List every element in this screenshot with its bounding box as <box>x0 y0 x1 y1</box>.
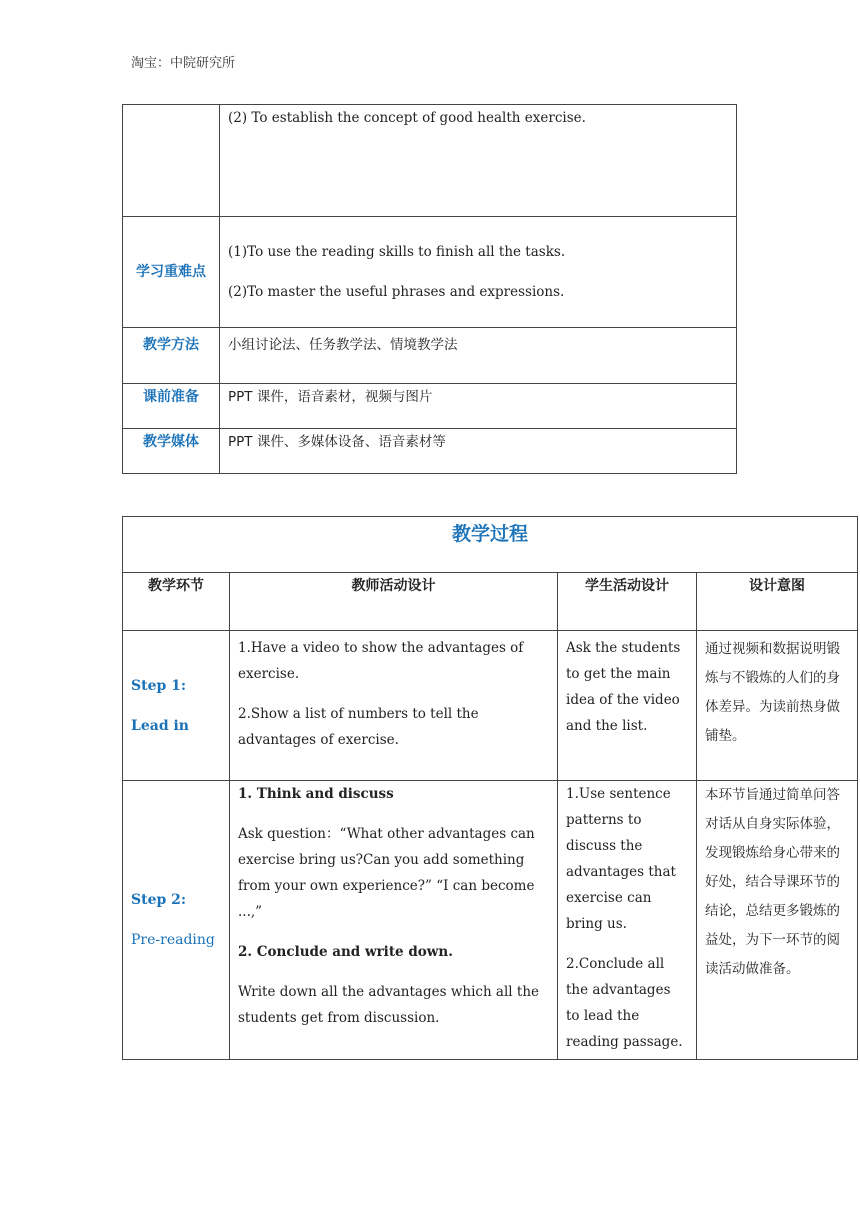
step2-teacher-cell <box>230 781 558 1060</box>
objective-cell <box>220 105 737 217</box>
step2-intent-cell <box>697 781 858 1060</box>
step2-teacher-heading-1: 1. Think and discuss <box>238 786 394 802</box>
step1-teacher-2: 2.Show a list of numbers to tell the advantages of exercise. <box>238 706 479 748</box>
step2-student-cell <box>558 781 697 1060</box>
objective-2: (2) To establish the concept of good health exercise. <box>228 110 586 126</box>
step1-intent-cell <box>697 631 858 781</box>
header-teacher-activity: 教师活动设计 <box>230 573 558 631</box>
step1-title: Step 1: <box>131 677 187 694</box>
step2-student-1: 1.Use sentence patterns to discuss the advantages that exercise can bring us. <box>566 786 676 932</box>
process-title: 教学过程 <box>123 517 858 573</box>
teaching-process-table <box>122 516 858 1060</box>
step1-teacher-1: 1.Have a video to show the advantages of exercise. <box>238 640 524 682</box>
course-info-table <box>122 104 737 474</box>
preparation-text: PPT 课件，语音素材，视频与图片 <box>228 389 433 405</box>
step1-teacher-cell <box>230 631 558 781</box>
media-cell <box>220 429 737 474</box>
teaching-methods-cell <box>220 328 737 384</box>
label-preparation: 课前准备 <box>123 384 220 429</box>
key-difficulty-2: (2)To master the useful phrases and expressions. <box>228 284 565 300</box>
step2-subtitle: Pre-reading <box>131 932 215 948</box>
preparation-cell <box>220 384 737 429</box>
step2-intent: 本环节旨通过简单问答对话从自身实际体验，发现锻炼给身心带来的好处，结合导课环节的结论，总结更多锻炼的益处，为下一环节的阅读活动做准备。 <box>705 787 840 977</box>
header-student-activity: 学生活动设计 <box>558 573 697 631</box>
key-difficulties-cell <box>220 217 737 328</box>
step1-student-cell <box>558 631 697 781</box>
label-teaching-methods: 教学方法 <box>123 328 220 384</box>
step1-student: Ask the students to get the main idea of the video and the list. <box>566 640 681 734</box>
header-design-intent: 设计意图 <box>697 573 858 631</box>
step1-cell <box>123 631 230 781</box>
header-watermark: 淘宝：中院研究所 <box>131 56 236 71</box>
teaching-methods-text: 小组讨论法、任务教学法、情境教学法 <box>228 337 458 353</box>
empty-label-cell <box>123 105 220 217</box>
key-difficulty-1: (1)To use the reading skills to finish all the tasks. <box>228 244 566 260</box>
step1-intent: 通过视频和数据说明锻炼与不锻炼的人们的身体差异。为读前热身做铺垫。 <box>705 641 840 744</box>
step2-student-2: 2.Conclude all the advantages to lead the reading passage. <box>566 956 683 1050</box>
label-key-difficulties: 学习重难点 <box>123 217 220 328</box>
step2-teacher-text-2: Write down all the advantages which all the students get from discussion. <box>238 984 540 1026</box>
step2-teacher-text-1: Ask question：“What other advantages can exercise bring us?Can you add something from your own experience?” “I can become ...,” <box>238 826 535 920</box>
media-text: PPT 课件、多媒体设备、语音素材等 <box>228 434 446 450</box>
step1-subtitle: Lead in <box>131 717 189 734</box>
step2-teacher-heading-2: 2. Conclude and write down. <box>238 944 453 960</box>
label-media: 教学媒体 <box>123 429 220 474</box>
header-stage: 教学环节 <box>123 573 230 631</box>
step2-cell <box>123 781 230 1060</box>
step2-title: Step 2: <box>131 892 187 908</box>
